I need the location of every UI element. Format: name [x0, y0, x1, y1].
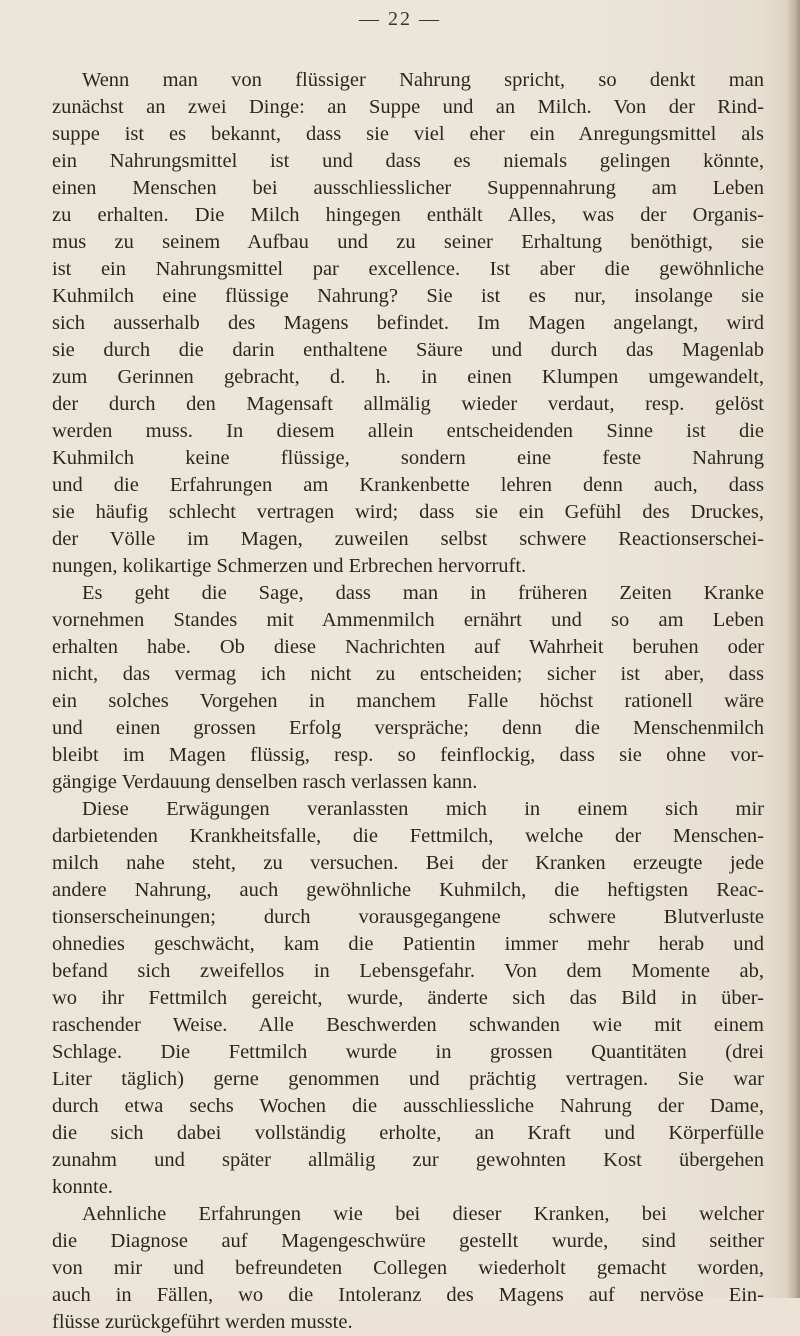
text-line: die Diagnose auf Magengeschwüre gestellt wurde, sind seither — [52, 1230, 764, 1252]
text-line: zum Gerinnen gebracht, d. h. in einen Klumpen umgewandelt, — [52, 366, 764, 388]
text-line: befand sich zweifellos in Lebensgefahr. Von dem Momente ab, — [52, 960, 764, 982]
text-line: der durch den Magensaft allmälig wieder verdaut, resp. gelöst — [52, 393, 764, 415]
body-text — [52, 67, 764, 1336]
text-line: Aehnliche Erfahrungen wie bei dieser Kranken, bei welcher — [82, 1203, 764, 1225]
text-line: sie häufig schlecht vertragen wird; dass sie ein Gefühl des Druckes, — [52, 501, 764, 523]
text-line: zunächst an zwei Dinge: an Suppe und an Milch. Von der Rind- — [52, 96, 764, 118]
text-line: wo ihr Fettmilch gereicht, wurde, änderte sich das Bild in über- — [52, 987, 764, 1009]
text-line: durch etwa sechs Wochen die ausschliessliche Nahrung der Dame, — [52, 1095, 764, 1117]
text-line: mus zu seinem Aufbau und zu seiner Erhaltung benöthigt, sie — [52, 231, 764, 253]
text-line: werden muss. In diesem allein entscheidenden Sinne ist die — [52, 420, 764, 442]
text-line: suppe ist es bekannt, dass sie viel eher ein Anregungsmittel als — [52, 123, 764, 145]
text-line: sie durch die darin enthaltene Säure und durch das Magenlab — [52, 339, 764, 361]
text-line: vornehmen Standes mit Ammenmilch ernährt und so am Leben — [52, 609, 764, 631]
text-line: Kuhmilch keine flüssige, sondern eine feste Nahrung — [52, 447, 764, 469]
text-line: einen Menschen bei ausschliesslicher Suppennahrung am Leben — [52, 177, 764, 199]
text-line: konnte. — [52, 1176, 113, 1198]
text-line: ist ein Nahrungsmittel par excellence. Ist aber die gewöhnliche — [52, 258, 764, 280]
text-line: gängige Verdauung denselben rasch verlassen kann. — [52, 771, 478, 793]
text-line: ohnedies geschwächt, kam die Patientin immer mehr herab und — [52, 933, 764, 955]
text-line: Liter täglich) gerne genommen und prächtig vertragen. Sie war — [52, 1068, 764, 1090]
text-line: die sich dabei vollständig erholte, an Kraft und Körperfülle — [52, 1122, 764, 1144]
text-line: und die Erfahrungen am Krankenbette lehren denn auch, dass — [52, 474, 764, 496]
text-line: auch in Fällen, wo die Intoleranz des Magens auf nervöse Ein- — [52, 1284, 764, 1306]
text-line: Es geht die Sage, dass man in früheren Zeiten Kranke — [82, 582, 764, 604]
text-line: andere Nahrung, auch gewöhnliche Kuhmilch, die heftigsten Reac- — [52, 879, 764, 901]
text-line: flüsse zurückgeführt werden musste. — [52, 1311, 353, 1333]
text-line: Wenn man von flüssiger Nahrung spricht, so denkt man — [82, 69, 764, 91]
text-line: bleibt im Magen flüssig, resp. so feinflockig, dass sie ohne vor- — [52, 744, 764, 766]
text-line: ein solches Vorgehen in manchem Falle höchst rationell wäre — [52, 690, 764, 712]
text-line: Kuhmilch eine flüssige Nahrung? Sie ist es nur, insolange sie — [52, 285, 764, 307]
page-number: — 22 — — [359, 8, 441, 30]
text-line: zunahm und später allmälig zur gewohnten Kost übergehen — [52, 1149, 764, 1171]
text-line: sich ausserhalb des Magens befindet. Im Magen angelangt, wird — [52, 312, 764, 334]
text-line: der Völle im Magen, zuweilen selbst schwere Reactionserschei- — [52, 528, 764, 550]
text-line: nicht, das vermag ich nicht zu entscheiden; sicher ist aber, dass — [52, 663, 764, 685]
text-line: Schlage. Die Fettmilch wurde in grossen Quantitäten (drei — [52, 1041, 764, 1063]
text-line: nungen, kolikartige Schmerzen und Erbrechen hervorruft. — [52, 555, 527, 577]
text-line: ein Nahrungsmittel ist und dass es niemals gelingen könnte, — [52, 150, 764, 172]
text-line: von mir und befreundeten Collegen wiederholt gemacht worden, — [52, 1257, 764, 1279]
text-line: Diese Erwägungen veranlassten mich in einem sich mir — [82, 798, 764, 820]
text-line: zu erhalten. Die Milch hingegen enthält Alles, was der Organis- — [52, 204, 764, 226]
text-line: milch nahe steht, zu versuchen. Bei der Kranken erzeugte jede — [52, 852, 764, 874]
text-line: darbietenden Krankheitsfalle, die Fettmilch, welche der Menschen- — [52, 825, 764, 847]
text-line: raschender Weise. Alle Beschwerden schwanden wie mit einem — [52, 1014, 764, 1036]
text-line: tionserscheinungen; durch vorausgegangene schwere Blutverluste — [52, 906, 764, 928]
text-line: und einen grossen Erfolg verspräche; denn die Menschenmilch — [52, 717, 764, 739]
page-edge-shadow — [786, 0, 800, 1298]
text-line: erhalten habe. Ob diese Nachrichten auf Wahrheit beruhen oder — [52, 636, 764, 658]
